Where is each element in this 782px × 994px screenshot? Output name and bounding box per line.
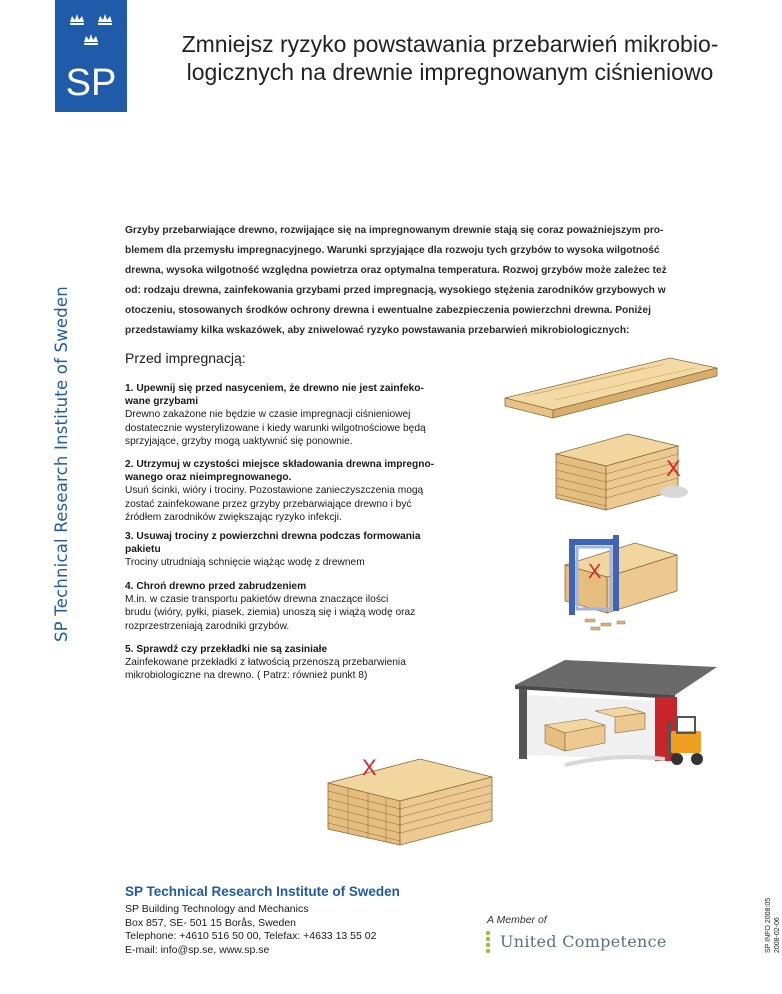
document-code: [764, 898, 782, 953]
tip-heading: 3. Usuwaj trociny z powierzchni drewna podczas formowania: [125, 531, 421, 542]
crown-icon: [55, 0, 127, 112]
x-mark: X: [588, 561, 602, 583]
tip-body: sprzyjające, grzyby mogą uaktywnić się ponownie.: [125, 435, 353, 447]
united-competence-text: United Competence: [500, 932, 667, 951]
tip-heading: 2. Utrzymuj w czystości miejsce składowania drewna impregno-: [125, 459, 435, 470]
address-line: SP Building Technology and Mechanics: [125, 903, 309, 915]
intro-line: drewna, wysoka wilgotność względna powietrza oraz optymalna temperatura. Rozwoj grzybów może zależec też: [125, 265, 667, 276]
stickers-stack-illustration: [320, 745, 510, 857]
page-title: [150, 30, 750, 86]
intro-line: blemem dla przemysłu impregnacyjnego. Warunki sprzyjające dla rozwoju tych grzybów to wysoka wilgotność: [125, 245, 660, 256]
tip-item-2: [125, 458, 434, 524]
united-competence-dots-icon: [485, 930, 497, 954]
tip-body: rozprzestrzeniają zarodniki grzybów.: [125, 620, 290, 632]
code-line: 2008-02-06: [774, 917, 781, 953]
member-of-label: A Member of: [487, 914, 547, 926]
tip-heading: 5. Sprawdź czy przekładki nie są zasiniałe: [125, 644, 328, 655]
intro-paragraph: [125, 221, 717, 341]
tip-heading: wane grzybami: [125, 396, 199, 408]
sidebar-institute-text: SP Technical Research Institute of Sweden: [52, 286, 71, 642]
address-line: E-mail: info@sp.se, www.sp.se: [125, 943, 270, 956]
wood-plank-illustration: [495, 350, 725, 420]
intro-line: otoczeniu, stosowanych środków ochrony drewna i ewentualne zabezpieczenia powierzchni drewna. Poniżej: [125, 305, 651, 316]
logo-text: SP: [65, 62, 117, 104]
section-title: Przed impregnacją:: [125, 350, 246, 366]
tip-body: źródłem zarodników zwiększając ryzyko infekcji.: [125, 511, 342, 523]
code-line: SP INFO 2008:05: [765, 897, 772, 953]
tip-body: Usuń ścinki, wióry i trociny. Pozostawione zanieczyszczenia mogą: [125, 485, 424, 497]
x-mark: X: [666, 456, 681, 481]
united-competence-logo: [485, 930, 685, 954]
tip-heading: 4. Chroń drewno przed zabrudzeniem: [125, 581, 307, 592]
wood-stack-illustration: [548, 428, 698, 520]
tip-item-4: [125, 580, 415, 633]
intro-line: Grzyby przebarwiające drewno, rozwijające się na impregnowanym drewnie stają się coraz poważniejszym pro-: [125, 225, 664, 236]
x-mark: X: [362, 755, 377, 780]
tip-body: M.in. w czasie transportu pakietów drewna znaczące ilości: [125, 594, 389, 606]
title-line: logicznych na drewnie impregnowanym ciśnieniowo: [186, 59, 714, 85]
footer-org-name: SP Technical Research Institute of Sweden: [125, 884, 400, 899]
intro-line: przedstawiamy kilka wskazówek, aby zniwelować ryzyko powstawania przebarwień mikrobiologicznych:: [125, 325, 630, 336]
tip-body: Zainfekowane przekładki z łatwością przenoszą przebarwienia: [125, 657, 406, 669]
tip-body: zostać zainfekowane przez grzyby przebarwiające drewno i być: [125, 498, 412, 510]
footer-address: [125, 903, 376, 957]
tip-heading: pakietu: [125, 544, 161, 556]
tip-body: Trociny utrudniają schnięcie wiążąc wodę z drewnem: [125, 557, 365, 569]
shed-forklift-illustration: [505, 655, 720, 780]
tip-body: brudu (wióry, pyłki, piasek, ziemia) unoszą się i wiążą wodę oraz: [125, 607, 416, 619]
sawdust-removal-illustration: [555, 525, 685, 637]
title-line: Zmniejsz ryzyko powstawania przebarwień mikrobio-: [181, 31, 719, 57]
tip-item-1: [125, 382, 426, 448]
address-line: Box 857, SE- 501 15 Borås, Sweden: [125, 916, 297, 929]
tip-item-5: [125, 643, 406, 683]
tip-body: mikrobiologiczne na drewno. ( Patrz: również punkt 8): [125, 670, 368, 682]
tip-item-3: [125, 530, 421, 570]
tip-body: dostatecznie wysterylizowane i kiedy warunki wilgotnościowe będą: [125, 422, 426, 434]
intro-line: od: rodzaju drewna, zainfekowania grzybami przed impregnacją, wysokiego stężenia zarodników grzybowych w: [125, 285, 666, 296]
address-line: Telephone: +4610 516 50 00, Telefax: +4633 13 55 02: [125, 930, 377, 942]
tip-body: Drewno zakażone nie będzie w czasie impregnacji ciśnieniowej: [125, 409, 411, 421]
tip-heading: wanego oraz nieimpregnowanego.: [125, 472, 292, 484]
sp-logo: [55, 0, 127, 112]
tip-heading: 1. Upewnij się przed nasyceniem, że drewno nie jest zainfeko-: [125, 383, 424, 394]
